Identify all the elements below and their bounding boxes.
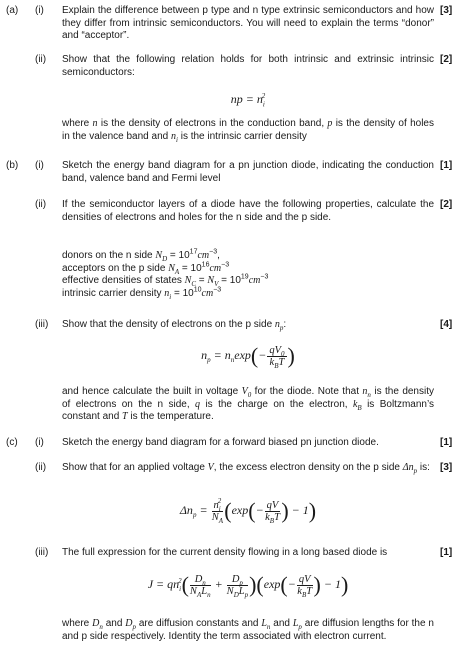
- part-c-iii-equation: $J = qn_i^2$( $\frac{D_n}{N_AL_n}$ + $\frac{D_p}{N_DL_p}$ )(exp(− $\frac{qV}{k_BT}$ ) − 1): [147, 572, 349, 599]
- part-a-i-text: Explain the difference between p type and n type extrinsic semiconductors and how they differ from intrinsic semiconductors. You will need to explain the terms “donor” and “acceptor”.: [62, 5, 434, 41]
- part-a-i-number: (i): [35, 5, 44, 16]
- part-b-ii-text: If the semiconductor layers of a diode have the following properties, calculate the densities of electrons and holes for the n side and the p side.: [62, 199, 434, 223]
- property-donors: donors on the n side $N_D = 10^{17}cm^{-3}$,: [62, 248, 220, 263]
- part-b-iii-equation: $n_p = n_n\exp(-$ $\frac{qV_0}{k_BT}$ ): [201, 343, 295, 370]
- part-b-i-text: Sketch the energy band diagram for a pn junction diode, indicating the conduction band, valence band and Fermi level: [62, 160, 434, 184]
- part-a-i-marks: [3]: [440, 5, 453, 16]
- part-b-ii-properties: [62, 250, 268, 300]
- part-b-iii-marks: [4]: [440, 319, 453, 330]
- part-b-iii-text: Show that the density of electrons on the p side $n_p$:: [62, 319, 287, 332]
- part-b-ii-marks: [2]: [440, 199, 453, 210]
- part-a-ii-number: (ii): [35, 54, 47, 65]
- part-a-ii-marks: [2]: [440, 54, 453, 65]
- part-a-ii-text: Show that the following relation holds for both intrinsic and extrinsic intrinsic semiconductors:: [62, 54, 434, 78]
- part-a-ii-equation: np = $n_i^2$: [230, 92, 266, 109]
- part-c-ii-text: Show that for an applied voltage V, the excess electron density on the p side $\Delta n_p$ is:: [62, 462, 430, 475]
- part-a-label: (a): [6, 5, 19, 16]
- part-a-ii-where: where n is the density of electrons in the conduction band, p is the density of holes in the valence band and $n_i$ is the intrinsic carrier density: [62, 118, 434, 144]
- part-c-ii-equation: $\Delta n_p$ = $\frac{n_i^2}{N_A}$ (exp(− $\frac{qV}{k_BT}$ ) − 1): [179, 497, 317, 525]
- part-b-iii-where: and hence calculate the built in voltage $V_0$ for the diode. Note that $n_n$ is the density of electrons on the n side, q is the charge on the electron, $k_B$ is Boltzmann’s constant and T is the temperature.: [62, 386, 435, 422]
- property-intrinsic-density: intrinsic carrier density $n_i = 10^{10}cm^{-3}$: [62, 286, 222, 301]
- part-b-i-number: (i): [35, 160, 44, 171]
- part-b-ii-number: (ii): [35, 199, 47, 210]
- part-c-iii-text: The full expression for the current density flowing in a long based diode is: [62, 547, 388, 558]
- property-acceptors: acceptors on the p side $N_A = 10^{16}cm^{-3}$: [62, 261, 230, 276]
- part-c-i-text: Sketch the energy band diagram for a forward biased pn junction diode.: [62, 437, 379, 448]
- part-c-label: (c): [6, 437, 18, 448]
- part-c-ii-number: (ii): [35, 462, 47, 473]
- part-c-i-marks: [1]: [440, 437, 453, 448]
- part-c-i-number: (i): [35, 437, 44, 448]
- part-b-iii-number: (iii): [35, 319, 49, 330]
- part-c-iii-marks: [1]: [440, 547, 453, 558]
- part-c-iii-number: (iii): [35, 547, 49, 558]
- part-b-label: (b): [6, 160, 19, 171]
- part-c-iii-where: where $D_n$ and $D_p$ are diffusion constants and $L_n$ and $L_p$ are diffusion lengths for the n and p side respectively. Identity the term associated with electron current.: [62, 618, 434, 642]
- part-b-i-marks: [1]: [440, 160, 453, 171]
- part-c-ii-marks: [3]: [440, 462, 453, 473]
- property-effective-dos: effective densities of states $N_C = N_V = 10^{19}cm^{-3}$: [62, 273, 269, 288]
